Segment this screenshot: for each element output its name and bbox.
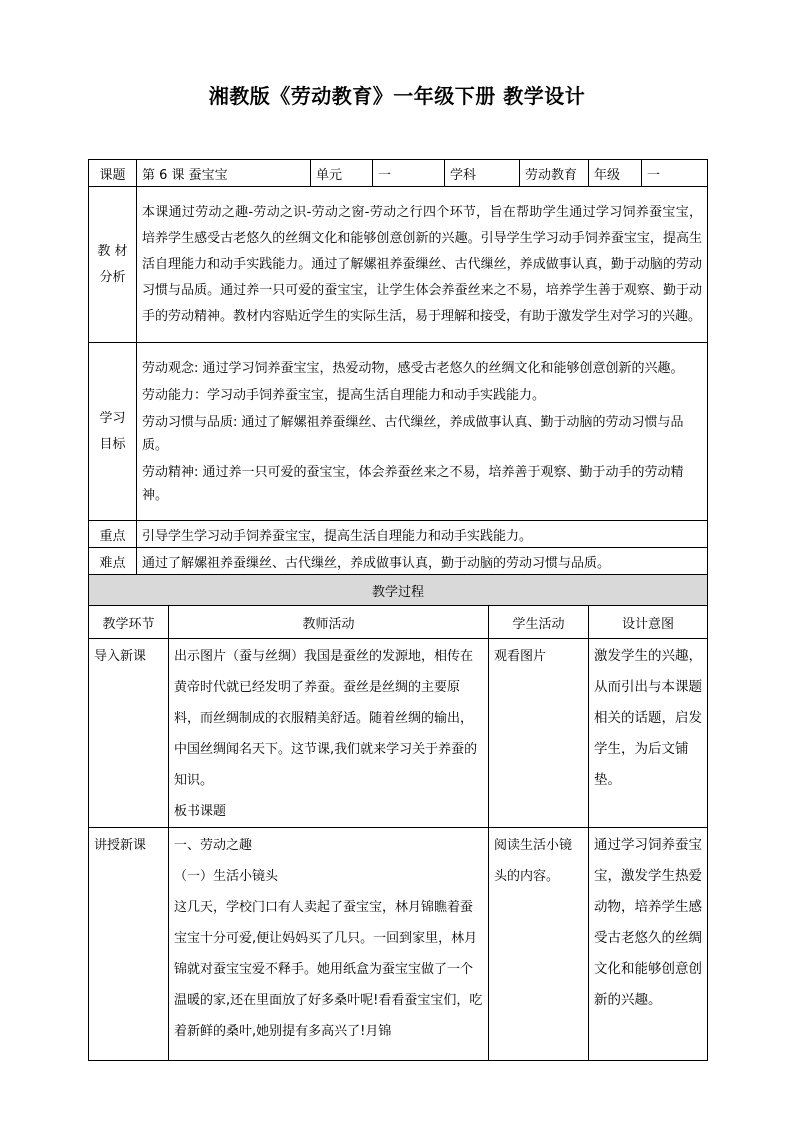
key-points-text: 引导学生学习动手饲养蚕宝宝，提高生活自理能力和动手实践能力。 <box>137 521 708 548</box>
column-header-teacher: 教师活动 <box>169 606 489 639</box>
stage-cell: 导入新课 <box>89 639 169 828</box>
unit-label: 单元 <box>311 160 373 187</box>
teacher-activity-text: （一）生活小镜头 <box>174 869 279 884</box>
goal-item: 劳动精神: 通过养一只可爱的蚕宝宝，体会养蚕丝来之不易，培养善于观察、勤于动手的劳动精神。 <box>142 464 684 503</box>
design-purpose-cell: 通过学习饲养蚕宝宝，激发学生热爱动物，培养学生感受古老悠久的丝绸文化和能够创意创新的兴趣。 <box>589 828 708 1061</box>
process-heading: 教学过程 <box>89 575 708 606</box>
student-activity-cell: 观看图片 <box>489 639 589 828</box>
lesson-info-table <box>88 159 708 575</box>
goal-item: 劳动能力：学习动手饲养蚕宝宝，提高生活自理能力和动手实践能力。 <box>142 387 546 403</box>
goal-item: 劳动习惯与品质: 通过了解嫘祖养蚕缫丝、古代缫丝，养成做事认真、勤于动脑的劳动习惯与品质。 <box>142 414 684 453</box>
column-header-student: 学生活动 <box>489 606 589 639</box>
teacher-activity-text: 出示图片（蚕与丝绸）我国是蚕丝的发源地，相传在黄帝时代就已经发明了养蚕。蚕丝是丝绸的主要原料，而丝绸制成的衣服精美舒适。随着丝绸的输出，中国丝绸闻名天下。这节课,我们就来学习关于养蚕的知识。 <box>174 649 478 788</box>
topic-value: 第 6 课 蚕宝宝 <box>137 160 311 187</box>
student-activity-cell: 阅读生活小镜头的内容。 <box>489 828 589 1061</box>
grade-value: 一 <box>642 160 708 187</box>
column-header-purpose: 设计意图 <box>589 606 708 639</box>
topic-row <box>89 160 708 187</box>
teacher-activity-text: 这几天，学校门口有人卖起了蚕宝宝，林月锦瞧着蚕宝宝十分可爱,便让妈妈买了几只。一回到家里，林月锦就对蚕宝宝爱不释手。她用纸盒为蚕宝宝做了一个温暖的家,还在里面放了好多桑叶呢!看看蚕宝宝们，吃着新鲜的桑叶,她别提有多高兴了!月锦 <box>174 900 483 1039</box>
teaching-process-table <box>88 574 708 1061</box>
goals-row <box>89 343 708 521</box>
goal-item: 劳动观念: 通过学习饲养蚕宝宝，热爱动物，感受古老悠久的丝绸文化和能够创意创新的兴趣。 <box>142 360 684 376</box>
stage-cell: 讲授新课 <box>89 828 169 1061</box>
column-header-stage: 教学环节 <box>89 606 169 639</box>
document-title: 湘教版《劳动教育》一年级下册 教学设计 <box>208 84 586 108</box>
analysis-label: 教 材 分析 <box>89 187 137 343</box>
topic-label: 课题 <box>89 160 137 187</box>
goals-label: 学习 目标 <box>89 343 137 521</box>
teacher-activity-text: 一、劳动之趣 <box>174 838 253 853</box>
unit-value: 一 <box>373 160 445 187</box>
design-purpose-cell: 激发学生的兴趣，从而引出与本课题相关的话题，启发学生，为后文铺垫。 <box>589 639 708 828</box>
process-row-intro <box>89 639 708 828</box>
process-column-headers <box>89 606 708 639</box>
key-points-row <box>89 521 708 548</box>
difficulties-row <box>89 548 708 575</box>
process-row-new-lesson <box>89 828 708 1061</box>
analysis-text: 本课通过劳动之趣-劳动之识-劳动之窗-劳动之行四个环节，旨在帮助学生通过学习饲养蚕宝宝，培养学生感受古老悠久的丝绸文化和能够创意创新的兴趣。引导学生学习动手饲养蚕宝宝，提高生活自理能力和动手实践能力。通过了解嫘祖养蚕缫丝、古代缫丝，养成做事认真，勤于动脑的劳动习惯与品质。通过养一只可爱的蚕宝宝，让学生体会养蚕丝来之不易，培养学生善于观察、勤于动手的劳动精神。教材内容贴近学生的实际生活，易于理解和接受，有助于激发学生对学习的兴趣。 <box>137 187 708 343</box>
goals-list <box>137 343 708 521</box>
subject-label: 学科 <box>445 160 520 187</box>
teacher-activity-cell <box>169 639 489 828</box>
key-points-label: 重点 <box>89 521 137 548</box>
difficulties-label: 难点 <box>89 548 137 575</box>
difficulties-text: 通过了解嫘祖养蚕缫丝、古代缫丝，养成做事认真，勤于动脑的劳动习惯与品质。 <box>137 548 708 575</box>
subject-value: 劳动教育 <box>520 160 589 187</box>
analysis-row <box>89 187 708 343</box>
teacher-activity-cell <box>169 828 489 1061</box>
grade-label: 年级 <box>589 160 642 187</box>
teacher-activity-text: 板书课题 <box>174 804 227 819</box>
